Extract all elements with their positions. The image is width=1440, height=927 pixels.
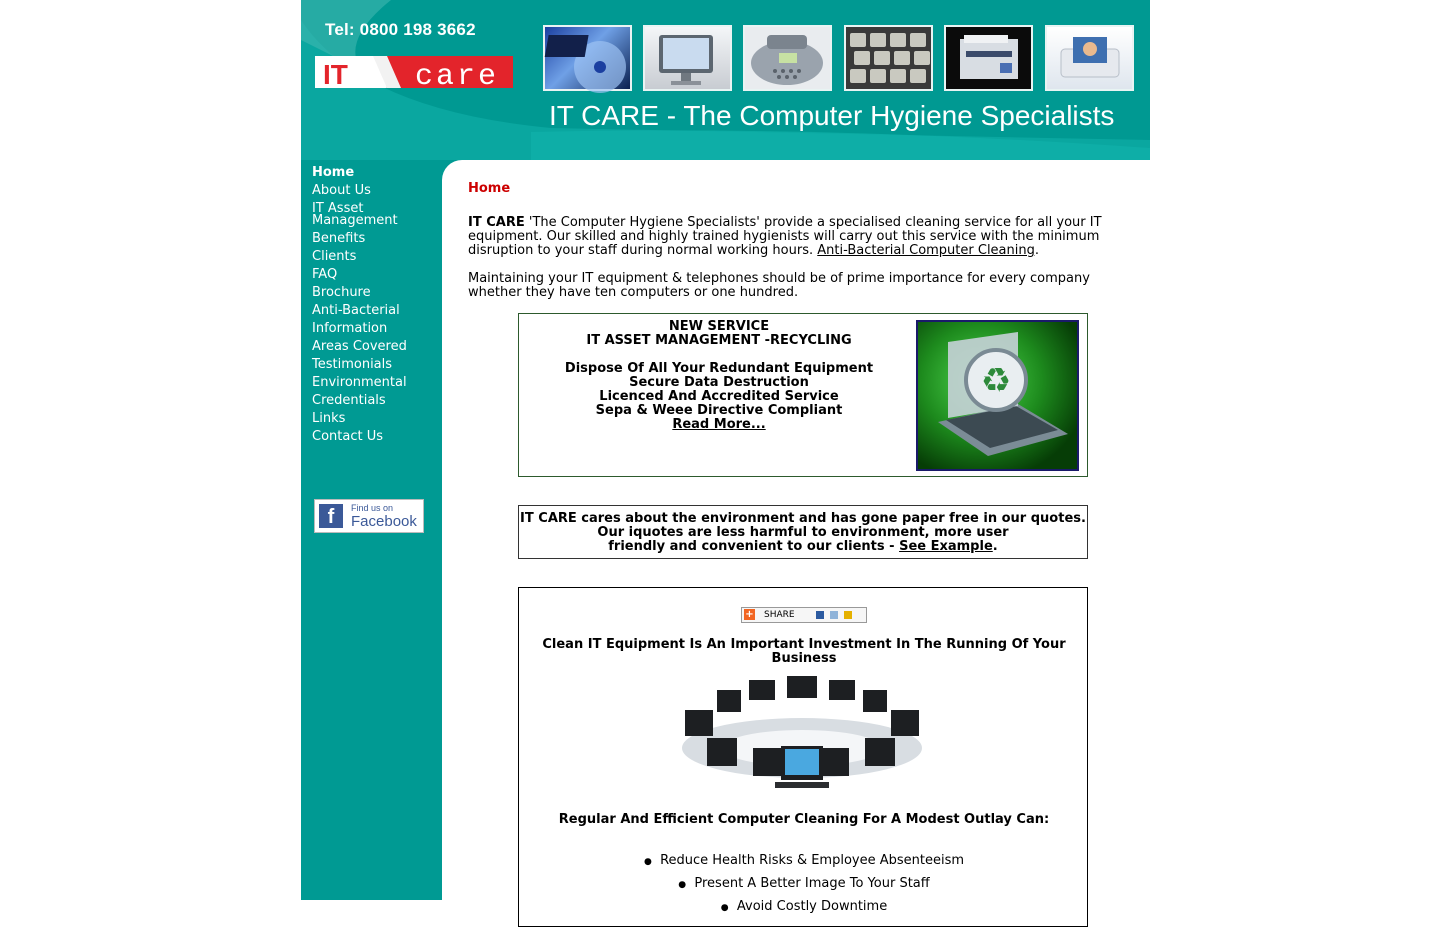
maintaining-paragraph: Maintaining your IT equipment & telephones should be of prime importance for every company whether they have ten computers or one hundred. <box>468 271 1090 300</box>
box2-line2: Our iquotes are less harmful to environment, more user <box>597 525 1009 540</box>
laptop-cd-image <box>543 25 632 91</box>
nav-information[interactable]: Information <box>312 321 388 336</box>
paper-free-box <box>518 505 1088 559</box>
site-wrapper <box>301 0 1150 914</box>
header-tagline: IT CARE - The Computer Hygiene Specialists <box>549 100 1115 131</box>
computers-circle-image <box>669 676 935 790</box>
box2-line3: friendly and convenient to our clients - <box>608 539 900 554</box>
recycling-laptop-image[interactable] <box>916 320 1079 471</box>
nav-environmental[interactable]: Environmental <box>312 375 407 390</box>
nav-home[interactable]: Home <box>312 165 355 180</box>
header-telephone: Tel: 0800 198 3662 <box>325 20 476 39</box>
nav-anti-bacterial[interactable]: Anti-Bacterial <box>312 303 400 318</box>
nav-clients[interactable]: Clients <box>312 249 357 264</box>
list-item: ● Reduce Health Risks & Employee Absenteeism <box>643 853 965 868</box>
intro-text: 'The Computer Hygiene Specialists' provide a specialised cleaning service for all your IT equipment. Our skilled and highly trained hygienists will carry out this service with the minimum disruption to your staff during normal working hours. <box>468 215 1102 258</box>
see-example-link[interactable]: See Example <box>899 539 993 554</box>
main-content <box>442 160 1150 914</box>
benefits-list <box>519 850 1089 919</box>
box1-line5: Licenced And Accredited Service <box>599 389 839 404</box>
anti-bacterial-link[interactable]: Anti-Bacterial Computer Cleaning <box>817 243 1035 258</box>
nav-links[interactable]: Links <box>312 411 346 426</box>
bullet-icon: ● <box>678 880 687 890</box>
intro-end: . <box>1034 243 1040 258</box>
nav-contact-us[interactable]: Contact Us <box>312 429 383 444</box>
list-item: ● Present A Better Image To Your Staff <box>678 876 930 891</box>
investment-title: Clean IT Equipment Is An Important Investment In The Running Of Your Business <box>542 637 1066 666</box>
bullet-icon: ● <box>643 857 652 867</box>
page-heading: Home <box>468 181 511 196</box>
nav-testimonials[interactable]: Testimonials <box>312 357 393 372</box>
facebook-line1: Find us on <box>351 503 394 513</box>
monitor-image <box>643 25 732 91</box>
share-label: SHARE <box>764 610 795 620</box>
intro-bold: IT CARE <box>468 215 525 230</box>
bullet-icon: ● <box>720 903 729 913</box>
delicious-icon <box>816 611 824 619</box>
stumble-icon <box>844 611 852 619</box>
box2-line1: IT CARE cares about the environment and has gone paper free in our quotes. <box>520 511 1086 526</box>
share-button[interactable] <box>741 607 867 623</box>
read-more-link[interactable]: Read More... <box>672 417 766 432</box>
recycle-icon <box>918 322 1077 469</box>
intro-paragraph <box>468 216 1138 258</box>
nav-it-asset-management[interactable]: IT Asset <box>312 201 364 216</box>
new-service-box <box>518 313 1088 477</box>
keyboard-image <box>844 25 933 91</box>
outlay-title: Regular And Efficient Computer Cleaning For A Modest Outlay Can: <box>558 812 1050 827</box>
nav-it-asset-management-line2[interactable]: Management <box>312 213 398 228</box>
nav-brochure[interactable]: Brochure <box>312 285 371 300</box>
box1-line2: IT ASSET MANAGEMENT -RECYCLING <box>586 333 852 348</box>
photo-printer-image <box>1045 25 1134 91</box>
box1-line1: NEW SERVICE <box>668 319 770 334</box>
list-item: ● Avoid Costly Downtime <box>720 899 888 914</box>
nav-credentials[interactable]: Credentials <box>312 393 386 408</box>
box1-line4: Secure Data Destruction <box>629 375 809 390</box>
nav-benefits[interactable]: Benefits <box>312 231 366 246</box>
header-banner <box>301 0 1150 160</box>
box2-end: . <box>992 539 998 554</box>
telephone-image <box>743 25 832 91</box>
digg-icon <box>830 611 838 619</box>
nav-about-us[interactable]: About Us <box>312 183 371 198</box>
nav-areas-covered[interactable]: Areas Covered <box>312 339 407 354</box>
svg-text:♻: ♻ <box>980 361 1012 401</box>
investment-box <box>518 587 1088 927</box>
facebook-badge[interactable] <box>314 499 424 533</box>
plus-icon: + <box>745 609 754 620</box>
logo-it-text: IT <box>323 59 348 90</box>
facebook-line2: Facebook <box>351 513 417 530</box>
sidebar-nav <box>312 164 437 446</box>
copier-image <box>944 25 1033 91</box>
box1-line3: Dispose Of All Your Redundant Equipment <box>564 361 874 376</box>
nav-faq[interactable]: FAQ <box>312 267 338 282</box>
logo-care-text: care <box>415 60 500 94</box>
it-care-logo <box>315 54 513 94</box>
box1-line6: Sepa & Weee Directive Compliant <box>595 403 843 418</box>
facebook-icon: f <box>319 504 343 528</box>
